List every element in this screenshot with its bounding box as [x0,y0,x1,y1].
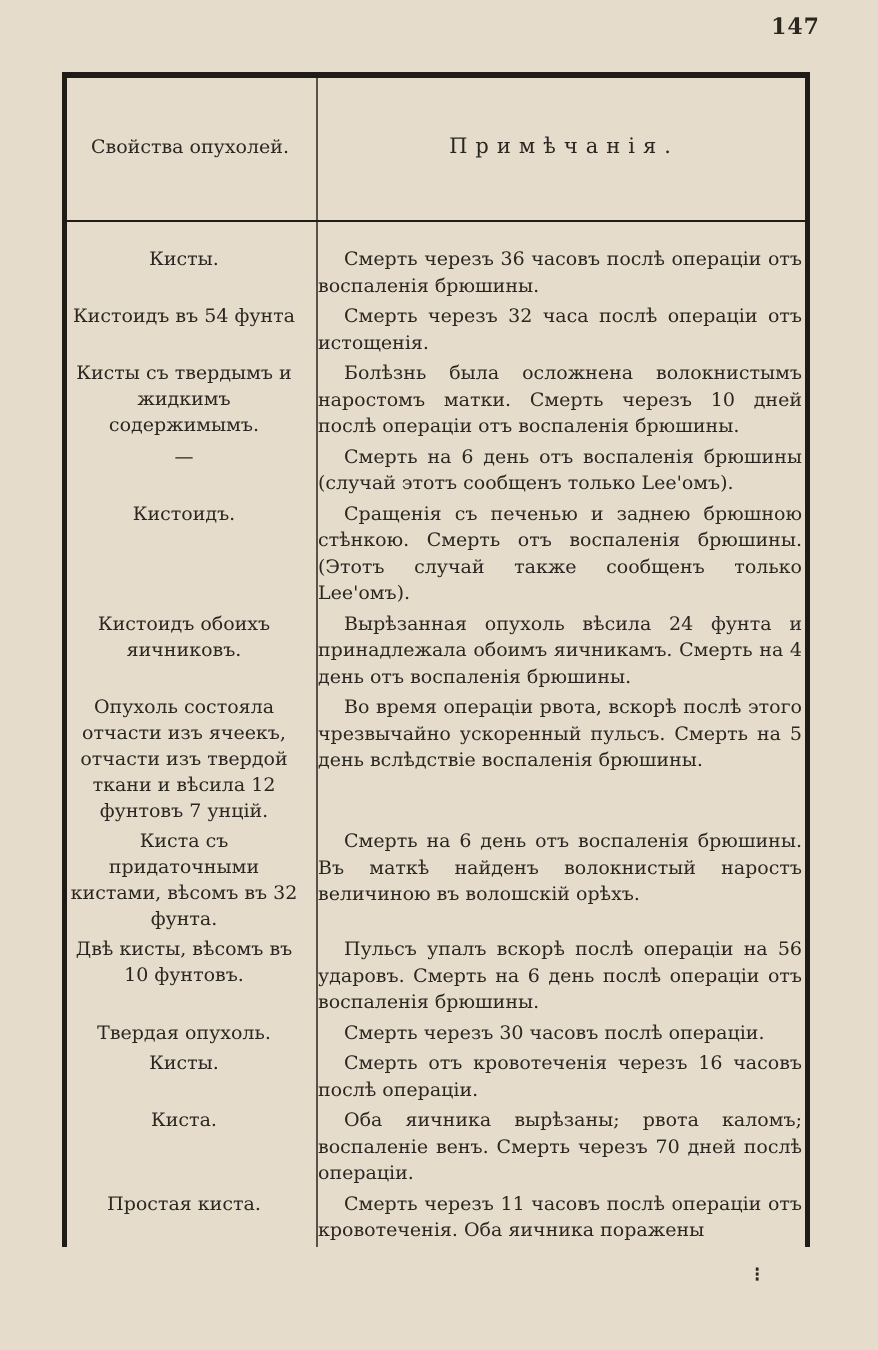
table-row [62,611,810,691]
cell-notes: Смерть черезъ 11 часовъ послѣ операціи отъ кровотеченія. Оба яичника поражены [318,1192,802,1241]
cell-properties: Твердая опухоль. [97,1021,271,1044]
cell-notes: Пульсъ упалъ вскорѣ послѣ операціи на 56 ударовъ. Смерть на 6 день послѣ операціи отъ воспаленія брюшины. [318,938,802,1013]
cell-properties: Киста. [151,1109,217,1131]
cell-properties: Кистоидъ. [132,502,236,525]
cell-notes: Болѣзнь была осложнена волокнистымъ наростомъ матки. Смерть черезъ 10 дней послѣ операціи отъ воспаленія брюшины. [318,362,802,437]
header-tumor-properties: Свойства опухолей. [90,136,289,158]
page-number: 147 [771,14,820,40]
table-row [62,1107,810,1187]
cell-properties: Кисты съ твердымъ и жидкимъ содержимымъ. [76,362,292,436]
cell-notes: Во время операціи рвота, вскорѣ послѣ этого чрезвычайно ускоренный пульсъ. Смерть на 5 день вслѣдствіе воспаленія брюшины. [318,696,802,771]
table-row [62,936,810,1016]
cell-notes: Сращенія съ печенью и заднею брюшною стѣнкою. Смерть отъ воспаленія брюшины. (Этотъ случай также сообщенъ только Lee'омъ). [318,502,802,604]
cell-notes: Смерть черезъ 36 часовъ послѣ операціи отъ воспаленія брюшины. [318,248,802,297]
data-table [62,72,810,1247]
table-row [62,1191,810,1244]
table-row [62,444,810,497]
cell-properties: Двѣ кисты, вѣсомъ въ 10 фунтовъ. [75,938,293,986]
cell-properties: Простая киста. [107,1192,261,1215]
cell-notes: Смерть на 6 день отъ воспаленія брюшины. Въ маткѣ найденъ волокнистый наростъ величиною въ волошскій орѣхъ. [318,830,802,905]
table-row [62,501,810,607]
table-row [62,1050,810,1103]
cell-properties: Кистоидъ обоихъ яичниковъ. [97,612,271,661]
cell-properties: Опухоль состояла отчасти изъ ячеекъ, отчасти изъ твердой ткани и вѣсила 12 фунтовъ 7 унцій. [80,696,288,822]
table-header [62,78,810,222]
cell-properties: Кисты. [149,1052,219,1074]
cell-notes: Смерть черезъ 32 часа послѣ операціи отъ истощенія. [318,305,802,354]
cell-notes: Смерть на 6 день отъ воспаленія брюшины (случай этотъ сообщенъ только Lee'омъ). [318,445,802,494]
table-row [62,694,810,824]
cell-properties: Кисты. [149,248,219,270]
table-row [62,303,810,356]
table-row [62,1020,810,1047]
table-row [62,828,810,932]
cell-notes: Оба яичника вырѣзаны; рвота каломъ; воспаленіе венъ. Смерть черезъ 70 дней послѣ операціи. [318,1109,802,1184]
cell-notes: Смерть черезъ 30 часовъ послѣ операціи. [344,1021,765,1044]
cell-properties: Кистоидъ въ 54 фунта [72,305,296,327]
cell-properties: Киста съ придаточными кистами, вѣсомъ въ 32 фунта. [70,830,298,930]
header-notes: Примѣчанія. [449,134,679,158]
cell-notes: Смерть отъ кровотеченія черезъ 16 часовъ послѣ операціи. [318,1052,802,1101]
table-body [62,246,810,1244]
cell-notes: Вырѣзанная опухоль вѣсила 24 фунта и принадлежала обоимъ яичникамъ. Смерть на 4 день отъ воспаленія брюшины. [318,612,802,688]
cell-properties: — [174,445,194,468]
table-row [62,360,810,440]
table-row [62,246,810,299]
footer-mark: ⁝ [754,1262,761,1286]
